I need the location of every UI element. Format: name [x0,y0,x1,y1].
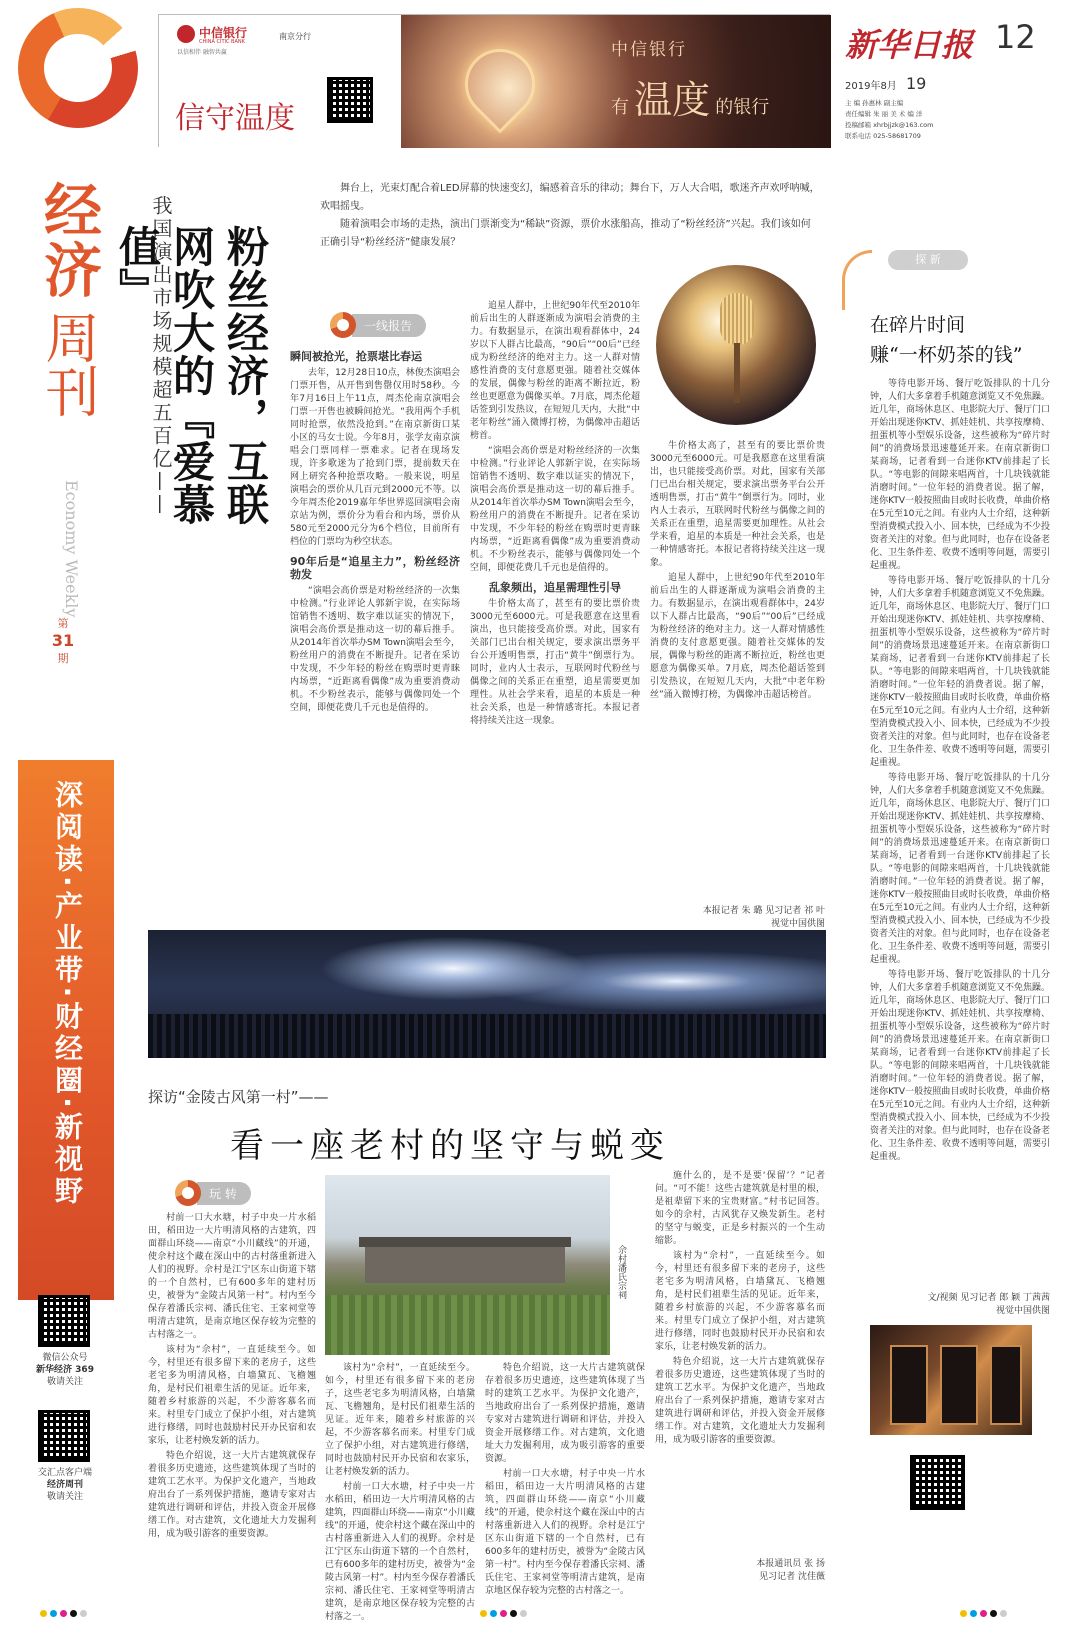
bank-name-en: CHINA CITIC BANK [199,39,245,45]
section-title-economy: 经济 [34,180,102,300]
lead-subhead-3: 乱象频出，追星需理性引导 [489,581,621,594]
lead-section-tag: 一线报告 [330,312,426,338]
lead-subhead-1: 瞬间被抢光，抢票堪比春运 [290,350,422,363]
issue-label: 第 [57,617,69,630]
bank-tagline: 以信相伴 融智共赢 [177,49,227,56]
citic-logo-icon [177,25,195,43]
page-number: 12 [995,18,1036,56]
paper-name: 新华日报 [845,26,974,64]
village-column-1: 村前一口大水塘，村子中央一片水稻田，稻田边一大片明清风格的古建筑，四面群山环绕——南京“小川藏线”的开通，使佘村这个藏在深山中的古村落重新进入人们的视野。佘村是江宁区东山街道下辖的一个自然村，已有600多年的建村历史，被誉为“金陵古风第一村”。村内至今保存着潘氏宗祠、潘氏住宅、王家祠堂等明清古建筑，是南京地区保存较为完整的古村落之一。 该村为“佘村”，一直延续至今。如今，村里还有很多留下来的老房子，这些老宅多为明清风格，白墙黛瓦、飞檐翘角，是村民们祖辈生活的见证。近年来，随着乡村旅游的兴起，不少游客慕名而来。村里专门成立了保护小组，对古建筑进行修缮，同时也鼓励村民开办民宿和农家乐，让老村焕发新的活力。 特色介绍说，这一大片古建筑就保存着很多历史遗迹，这些建筑体现了当时的建筑工艺水平。为保护文化遗产，当地政府出台了一系列保护措施，邀请专家对古建筑进行调研和评估，并投入资金开展修缮工作。对古建筑，文化遗址大力发掘利用，成为吸引游客的重要资源。 [148,1213,316,1539]
issue-badge [46,615,80,666]
qr2-caption: 交汇点客户端 经济周刊 敬请关注 [37,1468,92,1502]
village-kicker: 探访“金陵古风第一村”—— [148,1088,329,1106]
lead-intro: 舞台上，光束灯配合着LED屏幕的快速变幻，编感着音乐的律动；舞台下，万人大合唱，歌迷齐声欢呼呐喊，欢唱摇曳。 随着演唱会市场的走热，演出门票渐变为“稀缺”资源，票价水涨船高，推动了“粉丝经济”兴起。我们该如何正确引导“粉丝经济”健康发展？ [320,183,820,248]
ad-photo-panel [401,15,831,148]
issue-suffix: 期 [57,652,69,665]
village-column-2: 该村为“佘村”，一直延续至今。如今，村里还有很多留下来的老房子，这些老宅多为明清风格，白墙黛瓦、飞檐翘角，是村民们祖辈生活的见证。近年来，随着乡村旅游的兴起，不少游客慕名而来。村里专门成立了保护小组，对古建筑进行修缮，同时也鼓励村民开办民宿和农家乐，让老村焕发新的活力。 村前一口大水塘，村子中央一片水稻田，稻田边一大片明清风格的古建筑，四面群山环绕——南京“小川藏线”的开通，使佘村这个藏在深山中的古村落重新进入人们的视野。佘村是江宁区东山街道下辖的一个自然村，已有600多年的建村历史，被誉为“金陵古风第一村”。村内至今保存着潘氏宗祠、潘氏住宅、王家祠堂等明清古建筑，是南京地区保存较为完整的古村落之一。 [325,1363,475,1622]
microphone-icon [720,293,754,345]
mini-ktv-photo [870,1325,1032,1435]
explore-title-1: 在碎片时间 [870,314,966,336]
lead-headline: 粉丝经济，互联网吹大的『爱慕值』 [113,225,270,526]
village-headline: 看一座老村的坚守与蜕变 [230,1126,670,1166]
color-registration-marks-center [480,1610,527,1617]
section-title-weekly: 周刊 [37,310,100,418]
explore-title-2: 赚“一杯奶茶的钱” [870,344,1023,366]
village-column-4: 施什么的，是不是要‘保留’？”记者问。“可不能！这些古建筑就是村里的根，是祖辈留下来的宝贵财富。”村书记回答。如今的佘村，古风犹存又焕发新生。老村的坚守与蜕变，正是乡村振兴的一个生动缩影。 该村为“佘村”，一直延续至今。如今，村里还有很多留下来的老房子，这些老宅多为明清风格，白墙黛瓦、飞檐翘角，是村民们祖辈生活的见证。近年来，随着乡村旅游的兴起，不少游客慕名而来。村里专门成立了保护小组，对古建筑进行修缮，同时也鼓励村民开办民宿和农家乐，让老村焕发新的活力。 特色介绍说，这一大片古建筑就保存着很多历史遗迹，这些建筑体现了当时的建筑工艺水平。为保护文化遗产，当地政府出台了一系列保护措施，邀请专家对古建筑进行调研和评估，并投入资金开展修缮工作。对古建筑，文化遗址大力发掘利用，成为吸引游客的重要资源。 [655,1171,825,1445]
issue-number: 31 [51,631,75,650]
app-qr-code [38,1410,90,1462]
wechat-qr-code [38,1295,90,1347]
branch-name: 南京分行 [279,32,311,41]
microphone-photo [656,265,816,425]
date-line: 2019年8月 19 [845,74,927,93]
village-photo [325,1175,610,1355]
tag-logo-icon [330,312,356,338]
lead-byline: 本报记者 朱 璐 见习记者 祁 叶 视觉中国供图 [702,906,825,929]
vertical-slogan: 深阅读·产业带·财经圈·新视野 [51,780,84,1208]
village-section-tag: 玩 转 [175,1180,251,1206]
lead-subhead-2: 90年后是“追星主力”，粉丝经济勃发 [290,555,460,581]
concert-crowd-photo [148,930,826,1058]
lead-column-1: 瞬间被抢光，抢票堪比春运 去年，12月28日10点，林俊杰演唱会门票开售，从开售到售罄仅用时58秒。今年7月16日上午11点，周杰伦南京演唱会门票一开售也被瞬间抢光。“我用两个手机同时抢票，依然没抢到。”在南京新街口某小区的马女士说。今年8月，张学友南京演唱会门票同样一票难求。记者在现场发现，许多歌迷为了抢到门票，提前数天在网上研究各种抢票攻略。一般来说，明星演唱会的票价从几百元到2000元不等。以今年周杰伦2019嘉年华世界巡回演唱会南京站为例，票价分为看台和内场，票价从580元至2000元分为6个档位，目前所有档位的门票均为秒空状态。 90年后是“追星主力”，粉丝经济勃发 “演唱会高价票是对粉丝经济的一次集中检测。”行业评论人郭新宇说，在实际场馆销售不透明、数字难以证实的情况下，演唱会高价票是推动这一切的幕后推手。从2014年首次举办SM Town演唱会至今，粉丝用户的消费在不断提升。记者在采访中发现，不少年轻的粉丝在购票时更青睐内场票，“近距离看偶像”成为重要消费动机。不少粉丝表示，能够与偶像同处一个空间，即便花费几千元也是值得的。 [290,350,460,713]
lead-subtitle: 我国演出市场规模超五百亿—— [149,195,173,517]
crowd-silhouette [148,1014,826,1058]
masthead [845,18,1081,158]
ad-right-line1: 中信银行 [611,40,687,60]
explore-byline: 文/视频 见习记者 郎 颖 丁茜茜 视觉中国供图 [927,1293,1050,1316]
sparkler-heart [451,35,550,134]
qr1-caption: 微信公众号 新华经济 369 敬请关注 [36,1353,94,1387]
lead-column-3: 牛价格太高了，甚至有的要比票价贵3000元至6000元。可是我愿意在这里看演出，也只能接受高价票。对此，国家有关部门已出台相关规定，要求演出票务平台公开透明售票，打击“黄牛”倒票行为。同时，业内人士表示，互联网时代粉丝与偶像之间的关系正在重塑，追星需要更加理性。从社会学来看，追星的本质是一种社会关系，也是一种情感寄托。本报记者将持续关注这一现象。 追星人群中，上世纪90年代至2010年前后出生的人群逐渐成为演唱会消费的主力。有数据显示，在演出观看群体中，24岁以下人群占比最高，“90后”“00后”已经成为粉丝经济的绝对主力。这一人群对情感性消费的支付意愿更强。随着社交媒体的发展，偶像与粉丝的距离不断拉近，粉丝也更愿意为偶像买单。7月底，周杰伦超话签到引发热议，在短短几天内，大批“中老年粉丝”涌入微博打榜，为偶像冲击超话榜首。 [650,441,825,700]
bank-name: 中信银行 [199,26,248,40]
citic-bank-ad[interactable] [158,14,830,147]
newspaper-swirl-logo [18,8,138,128]
explore-body: 等待电影开场、餐厅吃饭排队的十几分钟，人们大多拿着手机随意浏览又不免焦躁。近几年，商场休息区、电影院大厅、餐厅门口开始出现迷你KTV、抓娃娃机、共享按摩椅、扭蛋机等小型娱乐设备，这些被称为“碎片时间”的消费场景迅速蔓延开来。在南京新街口某商场，记者看到一台迷你KTV前排起了长队。“等电影的间隙来唱两首，十几块钱就能消磨时间。”一位年轻的消费者说。据了解，迷你KTV一般按照曲目或时长收费，单曲价格在5元至10元之间。有业内人士介绍，这种新型消费模式投入小、回本快，已经成为不少投资者关注的对象。但与此同时，也存在设备老化、卫生条件差、收费不透明等问题，需要引起重视。 等待电影开场、餐厅吃饭排队的十几分钟，人们大多拿着手机随意浏览又不免焦躁。近几年，商场休息区、电影院大厅、餐厅门口开始出现迷你KTV、抓娃娃机、共享按摩椅、扭蛋机等小型娱乐设备，这些被称为“碎片时间”的消费场景迅速蔓延开来。在南京新街口某商场，记者看到一台迷你KTV前排起了长队。“等电影的间隙来唱两首，十几块钱就能消磨时间。”一位年轻的消费者说。据了解，迷你KTV一般按照曲目或时长收费，单曲价格在5元至10元之间。有业内人士介绍，这种新型消费模式投入小、回本快，已经成为不少投资者关注的对象。但与此同时，也存在设备老化、卫生条件差、收费不透明等问题，需要引起重视。 等待电影开场、餐厅吃饭排队的十几分钟，人们大多拿着手机随意浏览又不免焦躁。近几年，商场休息区、电影院大厅、餐厅门口开始出现迷你KTV、抓娃娃机、共享按摩椅、扭蛋机等小型娱乐设备，这些被称为“碎片时间”的消费场景迅速蔓延开来。在南京新街口某商场，记者看到一台迷你KTV前排起了长队。“等电影的间隙来唱两首，十几块钱就能消磨时间。”一位年轻的消费者说。据了解，迷你KTV一般按照曲目或时长收费，单曲价格在5元至10元之间。有业内人士介绍，这种新型消费模式投入小、回本快，已经成为不少投资者关注的对象。但与此同时，也存在设备老化、卫生条件差、收费不透明等问题，需要引起重视。 等待电影开场、餐厅吃饭排队的十几分钟，人们大多拿着手机随意浏览又不免焦躁。近几年，商场休息区、电影院大厅、餐厅门口开始出现迷你KTV、抓娃娃机、共享按摩椅、扭蛋机等小型娱乐设备，这些被称为“碎片时间”的消费场景迅速蔓延开来。在南京新街口某商场，记者看到一台迷你KTV前排起了长队。“等电影的间隙来唱两首，十几块钱就能消磨时间。”一位年轻的消费者说。据了解，迷你KTV一般按照曲目或时长收费，单曲价格在5元至10元之间。有业内人士介绍，这种新型消费模式投入小、回本快，已经成为不少投资者关注的对象。但与此同时，也存在设备老化、卫生条件差、收费不透明等问题，需要引起重视。 [870,379,1051,1162]
explore-video-qr [910,1455,965,1510]
ad-qr-code [327,77,373,123]
color-registration-marks-left [40,1610,87,1617]
village-tag-logo-icon [175,1180,201,1206]
ad-slogan-left: 信守温度 [175,101,295,136]
editor-credits: 主 编 孙惠林 副主编 责任编辑 朱 丽 美 术 编 洋 投稿邮箱 xhrbjjzk@163.com 联系电话 025-58681709 [845,99,934,140]
explore-curve [842,250,872,310]
village-byline: 本报通讯员 张 扬 见习记者 沈佳薇 [756,1559,825,1582]
village-photo-caption: 佘村潘氏宗祠 [616,1245,626,1299]
orange-slogan-panel [18,760,114,1300]
ad-right-line2: 有 温度 的银行 [611,78,770,122]
color-registration-marks-right [960,1610,1007,1617]
village-column-3: 特色介绍说，这一大片古建筑就保存着很多历史遗迹，这些建筑体现了当时的建筑工艺水平。为保护文化遗产，当地政府出台了一系列保护措施，邀请专家对古建筑进行调研和评估，并投入资金开展修缮工作。对古建筑，文化遗址大力发掘利用，成为吸引游客的重要资源。 村前一口大水塘，村子中央一片水稻田，稻田边一大片明清风格的古建筑，四面群山环绕——南京“小川藏线”的开通，使佘村这个藏在深山中的古村落重新进入人们的视野。佘村是江宁区东山街道下辖的一个自然村，已有600多年的建村历史，被誉为“金陵古风第一村”。村内至今保存着潘氏宗祠、潘氏住宅、王家祠堂等明清古建筑，是南京地区保存较为完整的古村落之一。 [485,1363,645,1596]
explore-tag: 探 新 [888,250,968,270]
section-title-english: Economy Weekly [62,480,81,618]
ad-left-panel [159,15,401,148]
lead-column-2: 追星人群中，上世纪90年代至2010年前后出生的人群逐渐成为演唱会消费的主力。有数据显示，在演出观看群体中，24岁以下人群占比最高，“90后”“00后”已经成为粉丝经济的绝对主力。这一人群对情感性消费的支付意愿更强。随着社交媒体的发展，偶像与粉丝的距离不断拉近，粉丝也更愿意为偶像买单。7月底，周杰伦超话签到引发热议，在短短几天内，大批“中老年粉丝”涌入微博打榜，为偶像冲击超话榜首。 “演唱会高价票是对粉丝经济的一次集中检测。”行业评论人郭新宇说，在实际场馆销售不透明、数字难以证实的情况下，演唱会高价票是推动这一切的幕后推手。从2014年首次举办SM Town演唱会至今，粉丝用户的消费在不断提升。记者在采访中发现，不少年轻的粉丝在购票时更青睐内场票，“近距离看偶像”成为重要消费动机。不少粉丝表示，能够与偶像同处一个空间，即便花费几千元也是值得的。 乱象频出，追星需理性引导 牛价格太高了，甚至有的要比票价贵3000元至6000元。可是我愿意在这里看演出，也只能接受高价票。对此，国家有关部门已出台相关规定，要求演出票务平台公开透明售票，打击“黄牛”倒票行为。同时，业内人士表示，互联网时代粉丝与偶像之间的关系正在重塑，追星需要更加理性。从社会学来看，追星的本质是一种社会关系，也是一种情感寄托。本报记者将持续关注这一现象。 [470,301,640,726]
